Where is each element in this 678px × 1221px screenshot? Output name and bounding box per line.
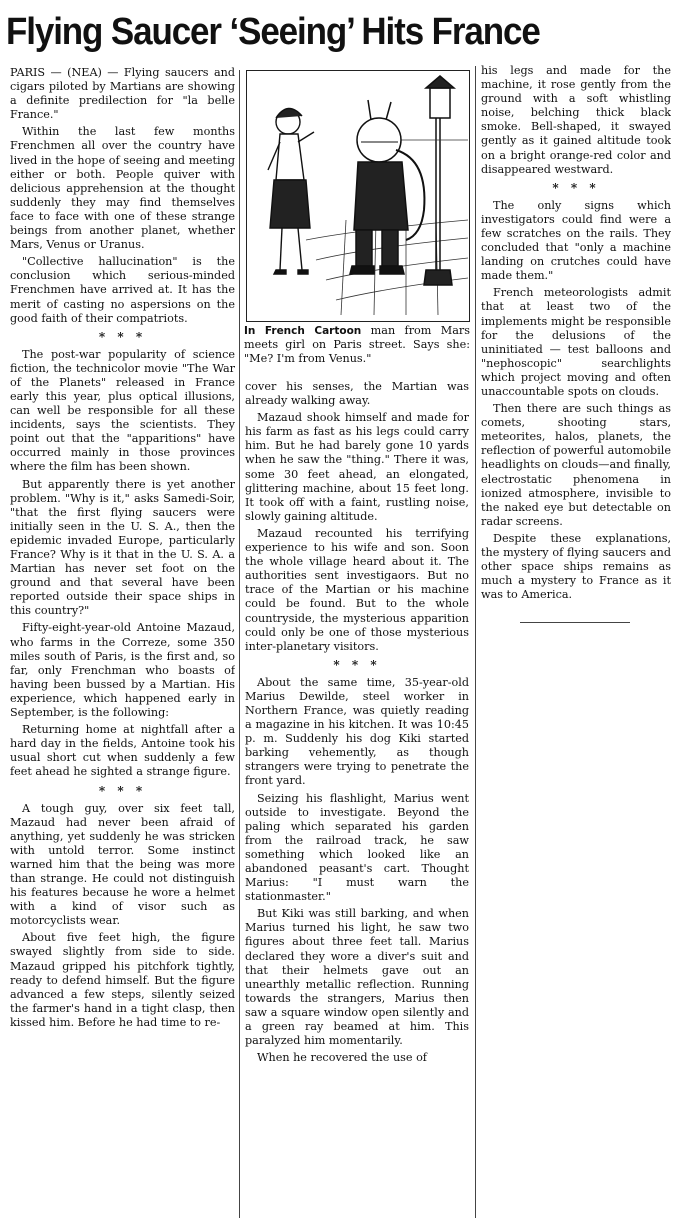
end-rule (520, 622, 630, 623)
paragraph: Returning home at nightfall after a hard day in the fields, Antoine took his usual short cut when suddenly a few feet ahead he sighted a strange figure. (10, 723, 235, 779)
section-break: * * * (98, 329, 147, 344)
section-break: * * * (98, 783, 147, 798)
lamp-post (424, 76, 454, 285)
paragraph: But Kiki was still barking, and when Marius turned his light, he saw two figures about three feet tall. Marius declared they wore a diver's suit and that their helmets gave out an unearthly metallic reflection. Running towards the strangers, Marius then saw a square window open silently and a green ray beamed at him. This paralyzed him momentarily. (245, 907, 469, 1048)
caption-title: In French Cartoon (244, 325, 362, 337)
paragraph: Within the last few months Frenchmen all over the country have lived in the hope of seeing and meeting either or both. People quiver with delicious apprehension at the thought suddenly they may find themselves face to face with one of these strange beings from another planet, whether Mars, Venus or Uranus. (10, 125, 235, 252)
paragraph: Seizing his flashlight, Marius went outside to investigate. Beyond the paling which separated his garden from the railroad track, he saw something which looked like an abandoned peasant's cart. Thought Marius: "I must warn the stationmaster." (245, 791, 469, 904)
paragraph: The post-war popularity of science fiction, the technicolor movie "The War of the Planets" released in France early this year, plus optical illusions, can well be responsible for all these incidents, says the scientists. They point out that the "apparitions" have occurred mainly in those provinces where the film has been shown. (10, 347, 235, 474)
paragraph: The only signs which investigators could find were a few scratches on the rails. They concluded that "only a machine landing on crutches could have made them." (481, 198, 671, 283)
column-rule (475, 66, 476, 1218)
paragraph: Then there are such things as comets, shooting stars, meteorites, halos, planets, the reflection of powerful automobile headlights on clouds—and finally, electrostatic phenomena in ionized atmosphere, invisible to the naked eye but detectable on radar screens. (481, 402, 671, 528)
headline: Flying Saucer ‘Seeing’ Hits France (6, 11, 540, 53)
girl-figure (268, 108, 314, 274)
article-column-2 (245, 380, 469, 1216)
paragraph: About the same time, 35-year-old Marius Dewilde, steel worker in Northern France, was quietly reading a magazine in his kitchen. It was 10:45 p. m. Suddenly his dog Kiki started barking vehemently, as though strangers were trying to penetrate the front yard. (245, 675, 469, 788)
section-break: * * * (333, 657, 381, 672)
caption-text: man from Mars meets girl on Paris street. Says she: "Me? I'm from Venus." (244, 324, 470, 366)
article-column-1 (10, 66, 235, 1216)
paragraph: "Collective hallucination" is the conclusion which serious-minded Frenchmen have arrived at. It has the merit of casting no aspersions on the good faith of their compatriots. (10, 255, 235, 325)
column-rule (239, 70, 240, 1218)
paragraph: Despite these explanations, the mystery of flying saucers and other space ships remains as much a mystery to France as it was to America. (481, 531, 671, 602)
cartoon-drawing (246, 70, 468, 320)
paragraph: Mazaud shook himself and made for his farm as fast as his legs could carry him. But he had barely gone 10 yards when he saw the "thing." There it was, some 30 feet ahead, an elongated, glittering machine, about 15 feet long. It took off with a faint, rustling noise, slowly gaining altitude. (245, 411, 469, 523)
cartoon-caption (244, 324, 470, 366)
paragraph: But apparently there is yet another problem. "Why is it," asks Samedi-Soir, "that the first flying saucers were initially seen in the U. S. A., then the epidemic invaded Europe, particularly France? Why is it that in the U. S. A. a Martian has never set foot on the ground and that several have been reported outside their space ships in this country?" (10, 477, 235, 618)
cartoon-illustration (244, 68, 470, 380)
paragraph: A tough guy, over six feet tall, Mazaud had never been afraid of anything, yet suddenly he was stricken with untold terror. Some instinct warned him that the being was more than strange. He could not distinguish his features because he wore a helmet with a kind of visor such as motorcyclists wear. (10, 801, 235, 928)
paragraph: cover his senses, the Martian was already walking away. (245, 380, 469, 408)
paragraph: Fifty-eight-year-old Antoine Mazaud, who farms in the Correze, some 350 miles south of Paris, is the first and, so far, only Frenchman who boasts of having been bussed by a Martian. His experience, which happened early in September, is the following: (10, 621, 235, 720)
martian-figure (350, 100, 424, 274)
paragraph: PARIS — (NEA) — Flying saucers and cigars piloted by Martians are showing a definite predilection for "la belle France." (10, 66, 235, 122)
article-column-3 (481, 64, 671, 624)
paragraph: When he recovered the use of (257, 1051, 427, 1065)
section-break: * * * (552, 180, 600, 195)
paragraph: French meteorologists admit that at least two of the implements might be responsible for the delusions of the uninitiated — test balloons and "nephoscopic" searchlights which project moving and often unaccountable spots on clouds. (481, 286, 671, 398)
paragraph: About five feet high, the figure swayed slightly from side to side. Mazaud gripped his pitchfork tightly, ready to defend himself. But the figure advanced a few steps, silently seized the farmer's hand in a tight clasp, then kissed him. Before he had time to re- (10, 931, 235, 1029)
paragraph: his legs and made for the machine, it rose gently from the ground with a soft whistling noise, belching thick black smoke. Bell-shaped, it swayed gently as it gained altitude took on a bright orange-red color and disappeared westward. (481, 64, 671, 176)
paragraph: Mazaud recounted his terrifying experience to his wife and son. Soon the whole village heard about it. The authorities sent investigaors. But no trace of the Martian or his machine could be found. But to the whole countryside, the mysterious apparition could only be one of those mysterious inter-planetary visitors. (245, 526, 469, 653)
